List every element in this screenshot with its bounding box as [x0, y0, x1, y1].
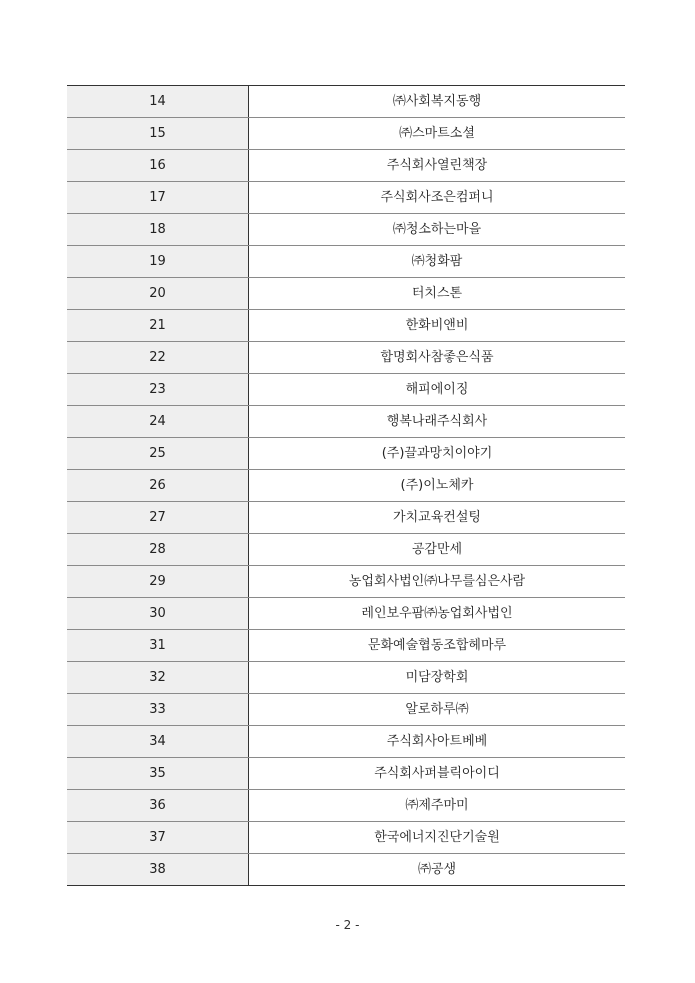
table-row [67, 470, 625, 502]
table-row [67, 214, 625, 246]
row-number-cell: 38 [67, 854, 249, 886]
row-number-cell: 17 [67, 182, 249, 214]
company-name-cell: 합명회사참좋은식품 [249, 342, 626, 374]
row-number-cell: 32 [67, 662, 249, 694]
company-name-cell: 주식회사퍼블릭아이디 [249, 758, 626, 790]
table-row [67, 438, 625, 470]
company-name-cell: ㈜청화팜 [249, 246, 626, 278]
company-name-cell: 한국에너지진단기술원 [249, 822, 626, 854]
row-number-cell: 33 [67, 694, 249, 726]
row-number-cell: 21 [67, 310, 249, 342]
company-name-cell: 공감만세 [249, 534, 626, 566]
company-name-cell: ㈜제주마미 [249, 790, 626, 822]
row-number-cell: 29 [67, 566, 249, 598]
table-row [67, 502, 625, 534]
company-name-cell: 주식회사아트베베 [249, 726, 626, 758]
row-number-cell: 27 [67, 502, 249, 534]
company-name-cell: 한화비앤비 [249, 310, 626, 342]
company-list-table [67, 85, 625, 886]
company-name-cell: 터치스톤 [249, 278, 626, 310]
company-name-cell: ㈜스마트소셜 [249, 118, 626, 150]
row-number-cell: 18 [67, 214, 249, 246]
company-name-cell: 행복나래주식회사 [249, 406, 626, 438]
company-name-cell: 알로하루㈜ [249, 694, 626, 726]
company-name-cell: ㈜공생 [249, 854, 626, 886]
company-name-cell: (주)끌과망치이야기 [249, 438, 626, 470]
row-number-cell: 35 [67, 758, 249, 790]
row-number-cell: 30 [67, 598, 249, 630]
row-number-cell: 37 [67, 822, 249, 854]
company-name-cell: 가치교육컨설팅 [249, 502, 626, 534]
table-row [67, 566, 625, 598]
table-row [67, 534, 625, 566]
company-name-cell: (주)이노체카 [249, 470, 626, 502]
row-number-cell: 28 [67, 534, 249, 566]
company-name-cell: 주식회사열린책장 [249, 150, 626, 182]
company-name-cell: 문화예술협동조합헤마루 [249, 630, 626, 662]
table-row [67, 854, 625, 886]
page-number: - 2 - [335, 918, 360, 932]
row-number-cell: 26 [67, 470, 249, 502]
table-row [67, 342, 625, 374]
table-row [67, 374, 625, 406]
row-number-cell: 22 [67, 342, 249, 374]
table-row [67, 630, 625, 662]
row-number-cell: 16 [67, 150, 249, 182]
table-row [67, 310, 625, 342]
row-number-cell: 14 [67, 86, 249, 118]
table-row [67, 86, 625, 118]
table-row [67, 406, 625, 438]
table-row [67, 790, 625, 822]
company-name-cell: 주식회사조은컴퍼니 [249, 182, 626, 214]
company-name-cell: 미담장학회 [249, 662, 626, 694]
table-row [67, 758, 625, 790]
table-row [67, 182, 625, 214]
row-number-cell: 34 [67, 726, 249, 758]
company-name-cell: 레인보우팜㈜농업회사법인 [249, 598, 626, 630]
table-row [67, 822, 625, 854]
row-number-cell: 23 [67, 374, 249, 406]
table-row [67, 150, 625, 182]
row-number-cell: 20 [67, 278, 249, 310]
company-name-cell: ㈜사회복지동행 [249, 86, 626, 118]
company-name-cell: 해피에이징 [249, 374, 626, 406]
table-row [67, 694, 625, 726]
row-number-cell: 36 [67, 790, 249, 822]
table-row [67, 726, 625, 758]
row-number-cell: 25 [67, 438, 249, 470]
company-list-body [67, 86, 625, 886]
table-row [67, 278, 625, 310]
table-row [67, 246, 625, 278]
company-name-cell: ㈜청소하는마을 [249, 214, 626, 246]
table-row [67, 118, 625, 150]
table-row [67, 662, 625, 694]
row-number-cell: 24 [67, 406, 249, 438]
row-number-cell: 19 [67, 246, 249, 278]
table-row [67, 598, 625, 630]
row-number-cell: 15 [67, 118, 249, 150]
company-name-cell: 농업회사법인㈜나무를심은사람 [249, 566, 626, 598]
row-number-cell: 31 [67, 630, 249, 662]
